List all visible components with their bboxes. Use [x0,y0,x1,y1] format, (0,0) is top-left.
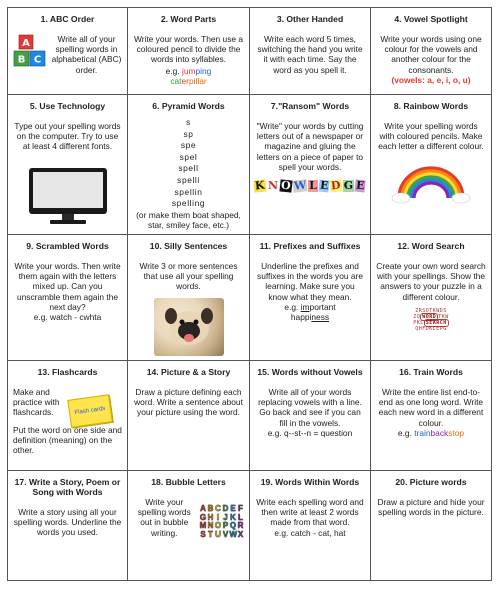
example-prefix: e.g. [397,427,415,438]
example [376,428,486,438]
bubble-letter: K [230,512,236,522]
pyramid-line: spellin [174,186,203,197]
pug-photo [154,298,224,356]
cell-prefixes-suffixes [250,235,371,361]
abc-blocks-icon [13,34,47,70]
cell-title: 19. Words Within Words [260,477,360,487]
bubble-letter: L [238,512,243,522]
cell-body: Create your own word search with your spellings. Show the answers to your puzzle in a different colour. [376,261,486,302]
cell-title: 17. Write a Story, Poem or Song with Words [14,477,121,497]
grid-row: ZQ WORD TKW [413,313,449,320]
found-word: SEARCH [425,319,447,326]
cell-body: Write your words. Then write them again with the letters mixed up. Can you unscramble them again the next day? [14,261,121,312]
cell-body: Underline the prefixes and suffixes in the words you are learning. Make sure you know what they mean. [257,261,363,302]
ransom-letter: K [254,178,266,193]
cell-title: 6. Pyramid Words [152,101,225,111]
pyramid-line: spelli [177,174,200,185]
cell-body: "Write" your words by cutting letters out of a newspaper or magazine and gluing the letters on a piece of paper to spell your words. [256,121,364,172]
cell-body: Write your spelling words with coloured pencils. Make each letter a different colour. [378,121,484,152]
bubble-letter: V [222,529,229,539]
word-rest: portant [309,301,336,312]
bubble-letter: G [199,512,207,522]
cell-title: 11. Prefixes and Suffixes [259,241,361,251]
example: e.g. watch - cwhta [33,312,102,323]
rainbow-icon [391,162,471,204]
cell-title: 4. Vowel Spotlight [394,14,468,24]
cell-body: Type out your spelling words on the computer. Try to use at least 4 different fonts. [14,121,121,152]
ransom-letter: N [268,179,279,193]
ransom-letter: D [330,178,342,193]
cell-title: 7."Ransom" Words [270,101,350,111]
bubble-letter: C [215,504,221,513]
bubble-letter: E [230,504,236,513]
pyramid-line: spe [180,140,197,151]
syllable: ping [195,65,212,76]
word-search-image [395,308,467,332]
bubble-letter: N [207,521,214,530]
grid-row: PKL SEARCH [413,319,447,326]
cell-picture-story [128,361,250,471]
found-word: WORD [422,313,437,320]
bubble-letter: P [222,521,229,530]
cell-words-without-vowels [250,361,371,471]
bubble-letter: O [214,521,222,530]
grid-row: ZRSOTKWDS [415,307,447,314]
example-prefix: e.g. [165,65,182,76]
syllable: er [181,75,189,86]
train-word: stop [448,427,465,438]
cell-body: Write 3 or more sentences that use all your spelling words. [139,261,238,292]
spelling-activities-grid [7,7,492,581]
example [133,66,244,76]
cell-body: Make and practice with flashcards. [13,387,60,418]
ransom-letter: E [355,178,366,193]
example-2 [255,312,365,322]
cell-title: 9. Scrambled Words [26,241,109,251]
suffix: ness [311,312,330,323]
cell-title: 14. Picture & a Story [146,367,231,377]
ransom-letters-image [255,180,365,192]
cell-title: 2. Word Parts [160,14,217,24]
pyramid-note: (or make them boat shaped, star, smiley face, etc.) [136,209,241,230]
cell-other-handed [250,8,371,95]
pyramid-line: spell [178,163,199,174]
cell-abc-order [8,8,128,95]
bubble-letter: M [199,521,207,530]
bubble-letter: A [200,504,206,513]
cell-body: Write a story using all your spelling words. Underline the words you used. [13,507,122,538]
cell-title: 15. Words without Vowels [257,367,363,377]
bubble-letter: X [237,529,244,539]
word-rest: happi [290,312,312,323]
cell-title: 12. Word Search [397,241,465,251]
bubble-letter: R [237,521,244,530]
cell-body: Write your words using one colour for the vowels and another colour for the consonants. [380,34,482,75]
flash-card-image: Flash cards [67,394,112,428]
cell-body: Write each spelling word and then write at least 2 words made from that word. [256,497,364,528]
cell-body: Write all of your words replacing vowels with a line. Go back and see if you can fill in the vowels. [258,387,362,428]
ransom-letter: E [319,178,329,193]
cell-title: 18. Bubble Letters [151,477,226,487]
cell-story-poem-song [8,471,128,581]
example-prefix: e.g. [284,301,301,312]
bubble-letter: U [215,529,221,539]
cell-pyramid-words [128,95,250,235]
train-word: back [430,427,449,438]
bubble-letter: D [222,504,229,513]
bubble-letter: T [208,529,213,539]
cell-body: Draw a picture defining each word. Write a sentence about your picture using the word. [134,387,243,418]
cell-scrambled-words [8,235,128,361]
cell-body: Write your spelling words out in bubble writing. [137,497,191,538]
example-2 [133,76,244,86]
cell-train-words [371,361,492,471]
cell-rainbow-words [371,95,492,235]
cell-word-search [371,235,492,361]
bubble-letter: J [223,512,228,522]
bubble-letter: I [216,512,220,522]
cell-title: 13. Flashcards [37,367,98,377]
train-word: train [414,427,431,438]
cell-body: Draw a picture and hide your spelling words in the picture. [377,497,485,518]
cell-title: 16. Train Words [399,367,463,377]
example: e.g. catch - cat, hat [274,527,346,538]
bubble-letter: F [238,504,243,513]
svg-text:C: C [33,54,42,66]
syllable: pillar [188,75,207,86]
cell-title: 20. Picture words [395,477,467,487]
pyramid-line: spel [179,151,198,162]
cell-body: Write all of your spelling words in alphabetical (ABC) order. [51,34,122,75]
computer-monitor-icon [29,168,107,228]
cell-flashcards [8,361,128,471]
ransom-letter: G [343,179,354,193]
syllable: jum [181,65,196,76]
pyramid-line: sp [183,128,194,139]
example [255,302,365,312]
cell-bubble-letters [128,471,250,581]
cell-word-parts [128,8,250,95]
cell-ransom-words [250,95,371,235]
cell-words-within-words [250,471,371,581]
cell-use-technology [8,95,128,235]
cell-title: 8. Rainbow Words [393,101,469,111]
prefix: im [300,301,310,312]
svg-text:A: A [22,38,30,49]
cell-picture-words [371,471,492,581]
ransom-letter: L [309,179,317,193]
cell-body: Write the entire list end-to-end as one long word. Write each new word in a different colour. [378,387,484,428]
bubble-letter: B [207,504,214,513]
cell-title: 5. Use Technology [29,101,106,111]
example: e.g. q--st--n = question [267,427,353,438]
vowels-note: (vowels: a, e, i, o, u) [391,74,471,85]
bubble-letter: H [207,512,214,522]
cell-body: Write each word 5 times, switching the hand you write it with each time. Say the word as you spell it. [257,34,363,75]
pyramid-line: spelling [171,198,206,209]
bubble-letter: Q [229,521,237,530]
svg-text:B: B [17,54,26,66]
cell-title: 3. Other Handed [276,14,344,24]
cell-body: Write your words. Then use a coloured pencil to divide the words into syllables. [133,34,244,65]
cell-title: 10. Silly Sentences [149,241,228,251]
pyramid [133,117,244,210]
ransom-letter: W [292,178,307,193]
cell-vowel-spotlight [371,8,492,95]
syllable: cat [170,75,182,86]
bubble-letter: W [229,529,238,539]
grid-row: QHFDKLEPG [415,325,447,332]
cell-title: 1. ABC Order [40,14,95,24]
pyramid-line: s [186,117,191,127]
ransom-letter: O [280,178,292,193]
cell-body-2: Put the word on one side and definition (meaning) on the other. [13,425,122,456]
bubble-letters-image [200,505,245,539]
bubble-letter: S [200,529,206,539]
cell-silly-sentences [128,235,250,361]
